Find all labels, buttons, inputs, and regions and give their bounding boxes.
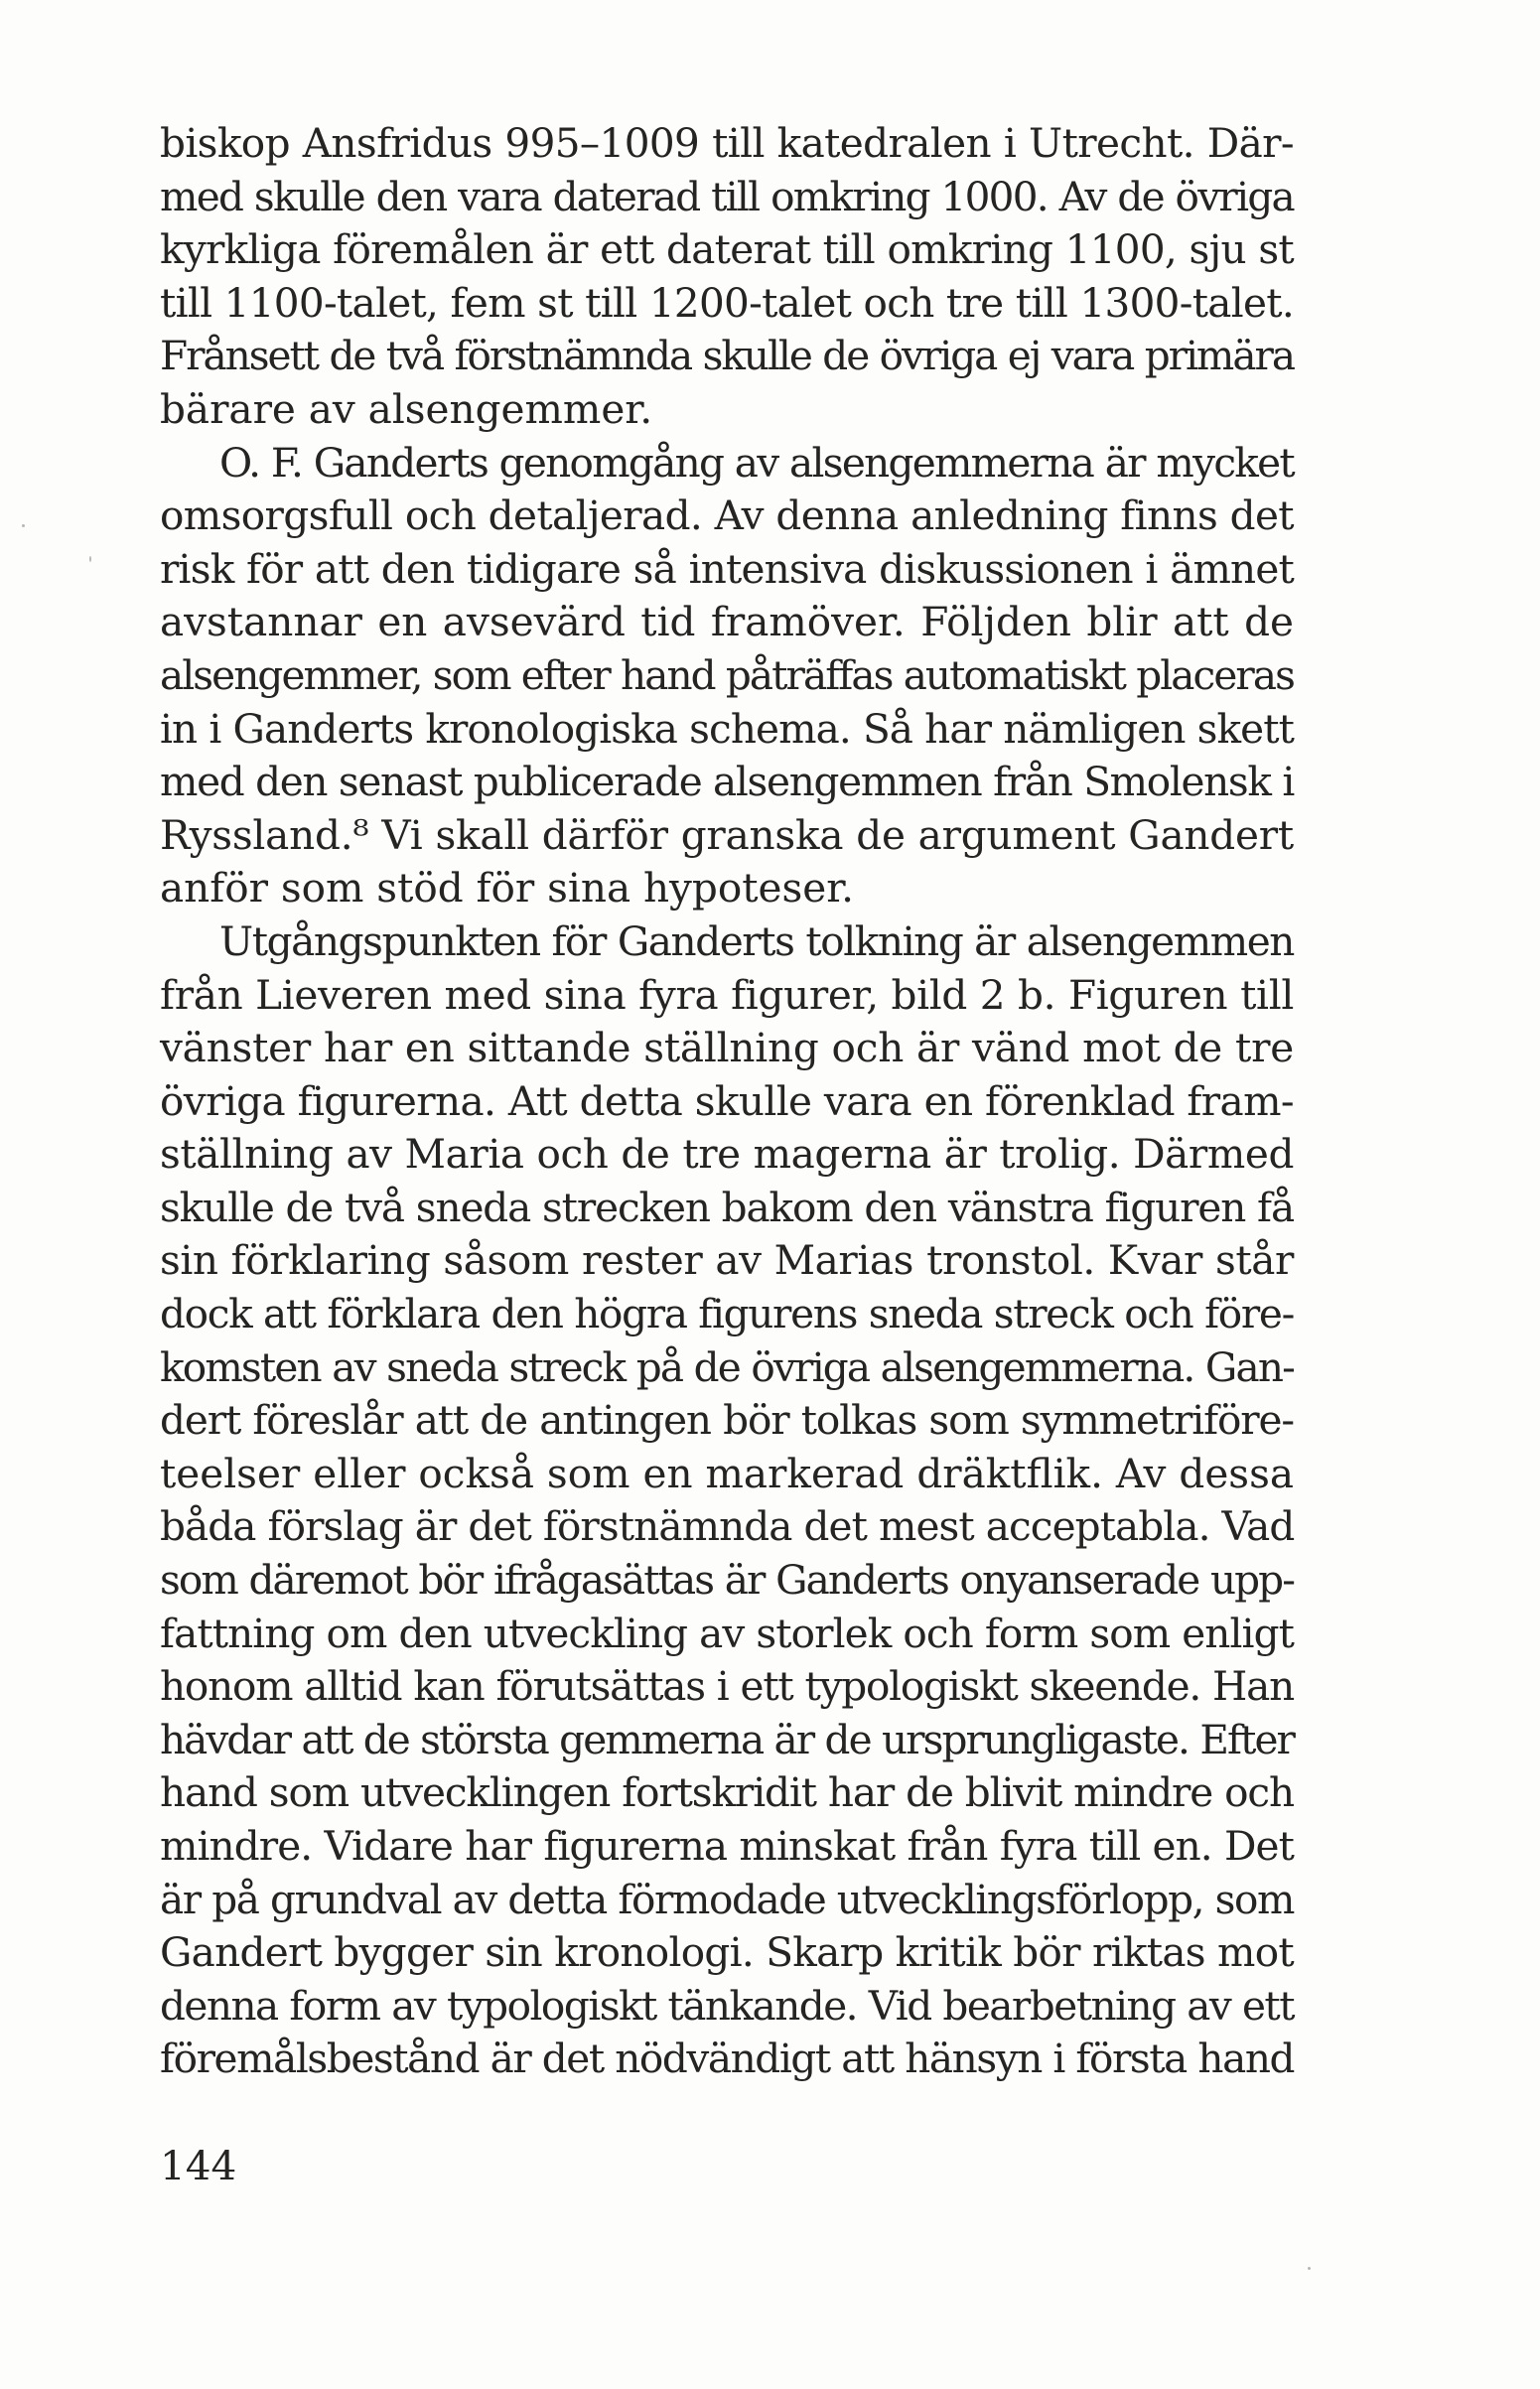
text-line: Utgångspunkten för Ganderts tolkning är alsengemmen — [219, 916, 1294, 965]
text-line: övriga figurerna. Att detta skulle vara en förenklad fram- — [160, 1076, 1294, 1125]
text-line: biskop Ansfridus 995–1009 till katedralen i Utrecht. Där- — [160, 119, 1294, 167]
paper-speck — [1308, 2267, 1311, 2270]
text-line: med den senast publicerade alsengemmen från Smolensk i — [160, 758, 1294, 806]
text-line: som däremot bör ifrågasättas är Ganderts onyanserade upp- — [160, 1556, 1294, 1605]
text-line: honom alltid kan förutsättas i ett typologiskt skeende. Han — [160, 1662, 1294, 1711]
text-line: båda förslag är det förstnämnda det mest acceptabla. Vad — [160, 1502, 1295, 1551]
text-line: mindre. Vidare har figurerna minskat från fyra till en. Det — [160, 1822, 1294, 1870]
text-line: komsten av sneda streck på de övriga alsengemmerna. Gan- — [160, 1342, 1294, 1391]
text-line: dert föreslår att de antingen bör tolkas som symmetriföre- — [160, 1396, 1294, 1445]
text-line: hävdar att de största gemmerna är de ursprungligaste. Efter — [160, 1715, 1294, 1763]
text-line: kyrkliga föremålen är ett daterat till omkring 1100, sju st — [160, 225, 1294, 274]
paper-speck — [22, 524, 25, 527]
text-line: O. F. Ganderts genomgång av alsengemmerna är mycket — [219, 438, 1294, 487]
text-line: dock att förklara den högra figurens sneda streck och före- — [160, 1290, 1294, 1338]
text-line: bärare av alsengemmer. — [160, 384, 653, 433]
text-line: denna form av typologiskt tänkande. Vid bearbetning av ett — [160, 1981, 1294, 2030]
text-line: Ryssland.⁸ Vi skall därför granska de argument Gandert — [160, 810, 1294, 859]
text-line: fattning om den utveckling av storlek och form som enligt — [160, 1609, 1294, 1657]
text-line: anför som stöd för sina hypoteser. — [160, 864, 855, 913]
page-number: 144 — [160, 2142, 237, 2189]
text-line: avstannar en avsevärd tid framöver. Följden blir att de — [160, 598, 1294, 646]
text-line: är på grundval av detta förmodade utvecklingsförlopp, som — [160, 1875, 1294, 1923]
text-line: risk för att den tidigare så intensiva diskussionen i ämnet — [160, 544, 1294, 593]
text-line: ställning av Maria och de tre magerna är trolig. Därmed — [160, 1130, 1294, 1179]
paper-speck — [89, 556, 91, 562]
text-line: skulle de två sneda strecken bakom den vänstra figuren få — [160, 1183, 1294, 1231]
body-text — [160, 117, 1294, 2086]
text-line: föremålsbestånd är det nödvändigt att hänsyn i första hand — [160, 2035, 1295, 2083]
text-line: alsengemmer, som efter hand påträffas automatiskt placeras — [160, 650, 1294, 699]
text-line: med skulle den vara daterad till omkring 1000. Av de övriga — [160, 172, 1294, 220]
text-line: Gandert bygger sin kronologi. Skarp kritik bör riktas mot — [160, 1928, 1294, 1977]
text-line: vänster har en sittande ställning och är vänd mot de tre — [160, 1024, 1294, 1072]
text-line: från Lieveren med sina fyra figurer, bild 2 b. Figuren till — [160, 970, 1294, 1019]
text-line: sin förklaring såsom rester av Marias tronstol. Kvar står — [160, 1236, 1294, 1285]
text-line: Frånsett de två förstnämnda skulle de övriga ej vara primära — [160, 332, 1294, 380]
text-line: till 1100-talet, fem st till 1200-talet och tre till 1300-talet. — [160, 278, 1294, 327]
text-line: omsorgsfull och detaljerad. Av denna anledning finns det — [160, 492, 1294, 540]
text-line: in i Ganderts kronologiska schema. Så har nämligen skett — [160, 704, 1294, 753]
text-line: teelser eller också som en markerad dräktflik. Av dessa — [160, 1449, 1294, 1497]
text-line: hand som utvecklingen fortskridit har de blivit mindre och — [160, 1768, 1294, 1817]
